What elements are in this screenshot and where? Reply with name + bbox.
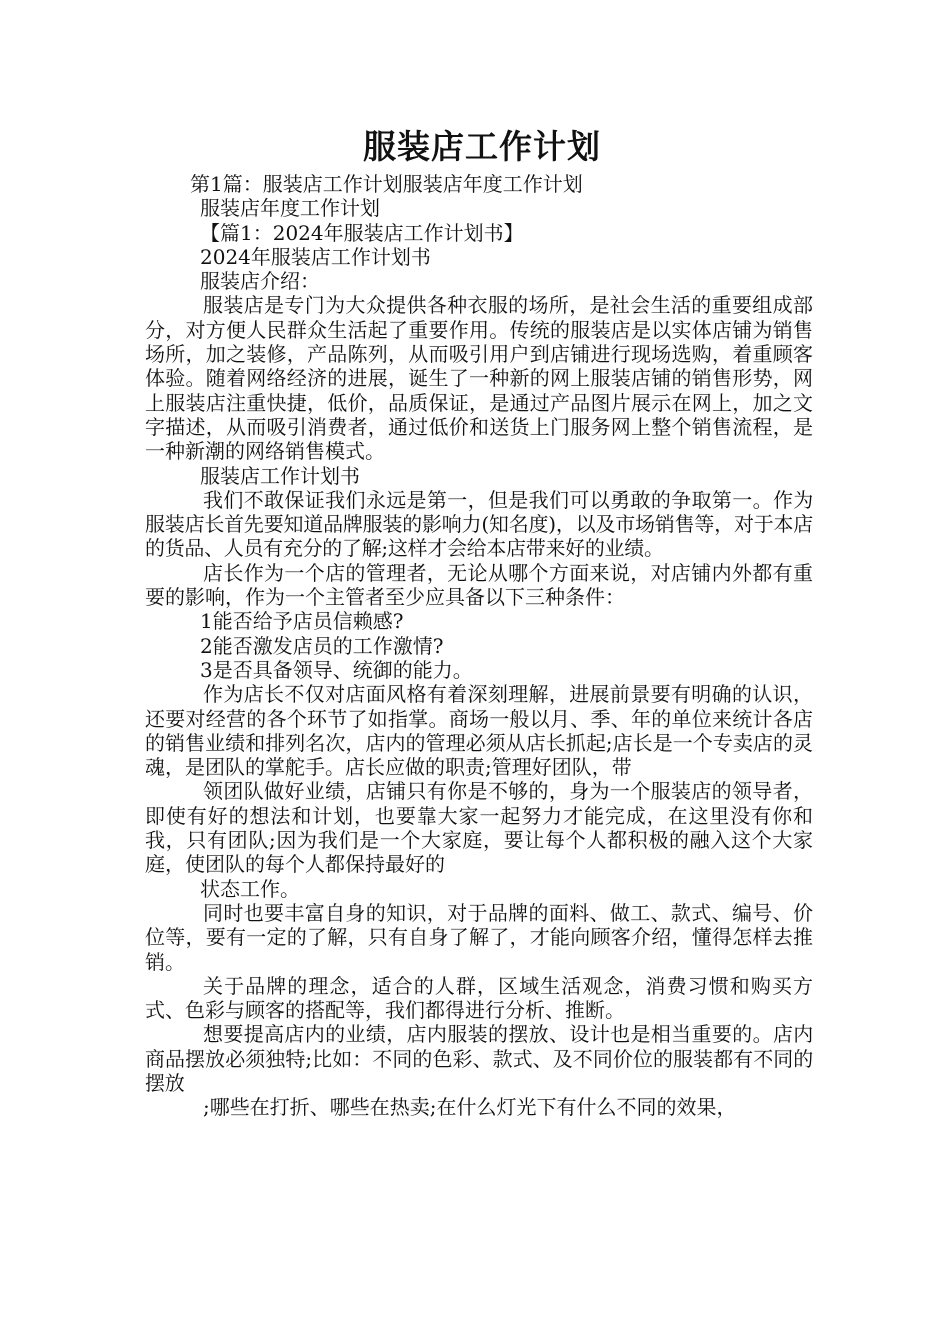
subheading: 服装店工作计划书 <box>200 463 360 488</box>
paragraph: 想要提高店内的业绩，店内服装的摆放、设计也是相当重要的。店内商品摆放必须独特;比如：不同的色彩、款式、及不同价位的服装都有不同的摆放 <box>145 1022 813 1095</box>
paragraph: 作为店长不仅对店面风格有着深刻理解，进展前景要有明确的认识，还要对经营的各个环节了如指掌。商场一般以月、季、年的单位来统计各店的销售业绩和排列名次，店内的管理必须从店长抓起;店长是一个专卖店的灵魂，是团队的掌舵手。店长应做的职责;管理好团队，带 <box>145 682 813 780</box>
paragraph: ;哪些在打折、哪些在热卖;在什么灯光下有什么不同的效果， <box>203 1095 737 1120</box>
paragraph: 服装店是专门为大众提供各种衣服的场所，是社会生活的重要组成部分，对方便人民群众生活起了重要作用。传统的服装店是以实体店铺为销售场所，加之装修，产品陈列，从而吸引用户到店铺进行现场选购，着重顾客体验。随着网络经济的进展，诞生了一种新的网上服装店铺的销售形势，网上服装店注重快捷，低价，品质保证，是通过产品图片展示在网上，加之文字描述，从而吸引消费者，通过低价和送货上门服务网上整个销售流程，是一种新潮的网络销售模式。 <box>145 293 813 464</box>
section-heading: 第1篇：服装店工作计划服装店年度工作计划 <box>190 172 583 196</box>
paragraph: 我们不敢保证我们永远是第一，但是我们可以勇敢的争取第一。作为服装店长首先要知道品牌服装的影响力(知名度)，以及市场销售等，对于本店的货品、人员有充分的了解;这样才会给本店带来好的业绩。 <box>145 487 813 561</box>
subheading: 服装店年度工作计划 <box>200 196 380 221</box>
document-title: 服装店工作计划 <box>363 127 601 166</box>
list-item: 3是否具备领导、统御的能力。 <box>200 657 473 682</box>
paragraph: 店长作为一个店的管理者，无论从哪个方面来说，对店铺内外都有重要的影响，作为一个主管者至少应具备以下三种条件： <box>145 560 813 610</box>
subheading: 服装店介绍： <box>200 269 320 294</box>
list-item: 1能否给予店员信赖感? <box>200 609 404 634</box>
paragraph: 同时也要丰富自身的知识，对于品牌的面料、做工、款式、编号、价位等，要有一定的了解，只有自身了解了，才能向顾客介绍，懂得怎样去推销。 <box>145 900 813 974</box>
paragraph: 领团队做好业绩，店铺只有你是不够的，身为一个服装店的领导者，即使有好的想法和计划，也要靠大家一起努力才能完成，在这里没有你和我，只有团队;因为我们是一个大家庭，要让每个人都积极的融入这个大家庭，使团队的每个人都保持最好的 <box>145 779 813 877</box>
subheading: 【篇1：2024年服装店工作计划书】 <box>200 220 524 245</box>
paragraph: 关于品牌的理念，适合的人群，区域生活观念，消费习惯和购买方式、色彩与顾客的搭配等，我们都得进行分析、推断。 <box>145 973 813 1023</box>
document-page <box>145 122 813 1120</box>
paragraph-line: 状态工作。 <box>200 876 300 901</box>
subheading: 2024年服装店工作计划书 <box>200 244 431 269</box>
list-item: 2能否激发店员的工作激情? <box>200 633 444 658</box>
